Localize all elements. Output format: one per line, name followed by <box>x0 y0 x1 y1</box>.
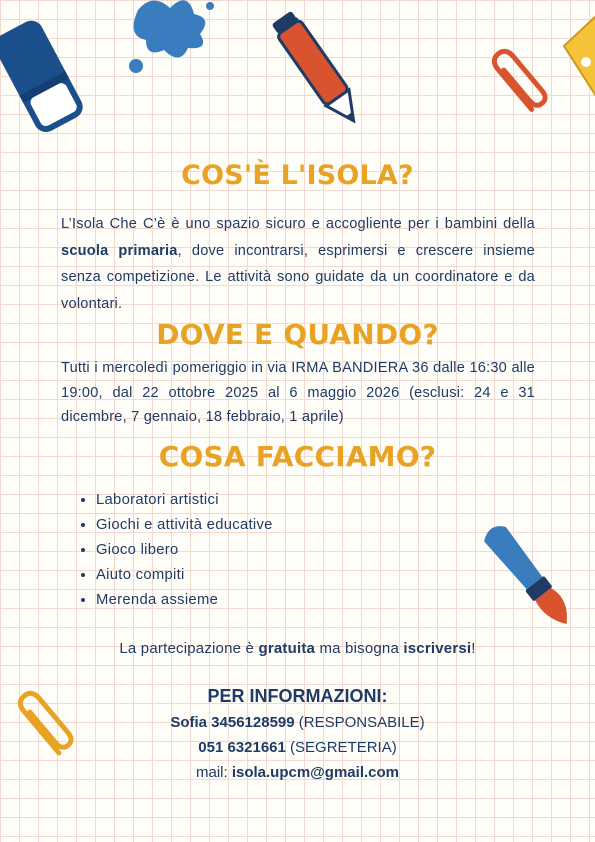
paperclip-icon <box>480 40 560 120</box>
participation-text-3: ! <box>471 640 476 657</box>
contact-responsible <box>0 714 595 731</box>
activities-list <box>78 488 273 613</box>
contact-secretariat-phone: 051 6321661 <box>198 739 286 756</box>
contact-secretariat-role: (SEGRETERIA) <box>285 739 397 756</box>
contact-secretariat <box>0 739 595 756</box>
about-text-end: , dove incontrarsi, esprimersi e crescere insieme senza competizione. Le attività sono guidate da un coordinatore e da volontari. <box>61 242 535 312</box>
pen-icon <box>258 4 378 136</box>
where-when-text: Tutti i mercoledì pomeriggio in via IRMA BANDIERA 36 dalle 16:30 alle 19:00, dal 22 ottobre 2025 al 6 maggio 2026 (esclusi: 24 e 31 dicembre, 7 gennaio, 18 febbraio, 1 aprile) <box>61 360 535 425</box>
about-text-bold: scuola primaria <box>61 242 178 259</box>
contact-email-address: isola.upcm@gmail.com <box>231 764 399 781</box>
about-title: COS'È L'ISOLA? <box>181 160 414 191</box>
eraser-icon <box>0 14 90 144</box>
list-item: • Giochi e attività educative <box>96 513 273 538</box>
contact-email-label: mail: <box>195 764 232 781</box>
about-text <box>61 211 535 317</box>
contacts-title: PER INFORMAZIONI: <box>207 686 388 706</box>
where-when-title: DOVE E QUANDO? <box>156 318 439 351</box>
participation-text-1: La partecipazione è <box>119 640 259 657</box>
list-item: • Aiuto compiti <box>96 563 273 588</box>
contact-responsible-role: (RESPONSABILE) <box>294 714 425 731</box>
list-item: • Gioco libero <box>96 538 273 563</box>
ruler-icon <box>556 16 595 96</box>
participation-note <box>0 640 595 657</box>
paint-splash-icon <box>118 0 228 80</box>
participation-register: iscriversi <box>403 640 472 657</box>
about-text-start: L’Isola Che C’è è uno spazio sicuro e accogliente per i bambini della <box>61 216 535 232</box>
list-item: • Laboratori artistici <box>96 488 273 513</box>
activities-title: COSA FACCIAMO? <box>158 440 437 473</box>
contact-responsible-phone: Sofia 3456128599 <box>170 714 295 731</box>
paintbrush-icon <box>476 514 586 640</box>
contact-email <box>0 764 595 781</box>
participation-free: gratuita <box>258 640 316 657</box>
participation-text-2: ma bisogna <box>315 640 404 657</box>
list-item: • Merenda assieme <box>96 588 273 613</box>
